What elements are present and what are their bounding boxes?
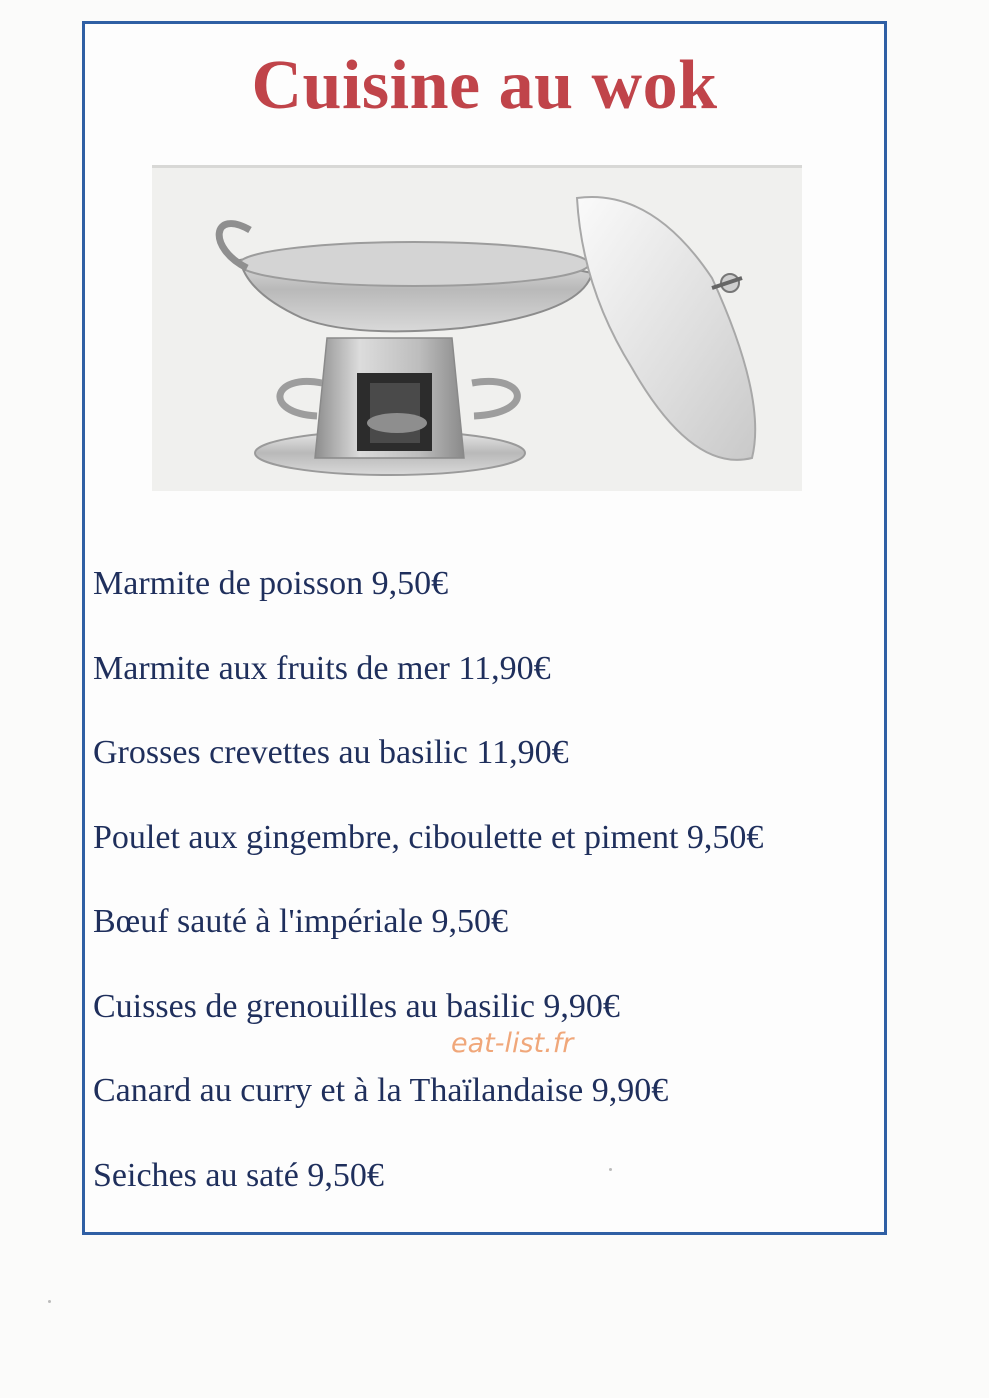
dish-price: 9,90€	[591, 1072, 669, 1109]
dish-name: Canard au curry et à la Thaïlandaise	[93, 1072, 584, 1109]
menu-list	[93, 559, 763, 1235]
dish-name: Marmite de poisson	[93, 565, 364, 602]
menu-item	[93, 1151, 763, 1236]
dish-price: 11,90€	[476, 734, 569, 771]
menu-item	[93, 1066, 763, 1151]
dish-price: 9,50€	[686, 818, 764, 856]
dish-name: Seiches au saté	[93, 1156, 299, 1194]
menu-item	[93, 982, 763, 1067]
scan-speck	[609, 1168, 612, 1171]
watermark: eat-list.fr	[451, 1028, 574, 1059]
dish-name: Grosses crevettes au basilic	[93, 734, 468, 771]
menu-frame	[82, 21, 887, 1235]
dish-price: 9,50€	[431, 903, 508, 940]
page-title: Cuisine au wok	[251, 47, 718, 124]
menu-item	[93, 897, 763, 982]
dish-name: Marmite aux fruits de mer	[93, 649, 450, 687]
menu-item	[93, 813, 763, 898]
dish-price: 9,50€	[371, 565, 449, 602]
menu-item	[93, 644, 763, 729]
dish-price: 11,90€	[458, 649, 551, 687]
wok-with-lid-on-burner-icon	[152, 168, 802, 491]
dish-price: 9,50€	[307, 1156, 384, 1194]
dish-name: Bœuf sauté à l'impériale	[93, 903, 423, 940]
menu-item	[93, 559, 763, 644]
dish-name: Poulet aux gingembre, ciboulette et piment	[93, 818, 679, 856]
scan-speck	[48, 1300, 51, 1303]
menu-item	[93, 728, 763, 813]
wok-photo	[152, 165, 802, 491]
dish-price: 9,90€	[543, 987, 620, 1025]
dish-name: Cuisses de grenouilles au basilic	[93, 987, 535, 1025]
